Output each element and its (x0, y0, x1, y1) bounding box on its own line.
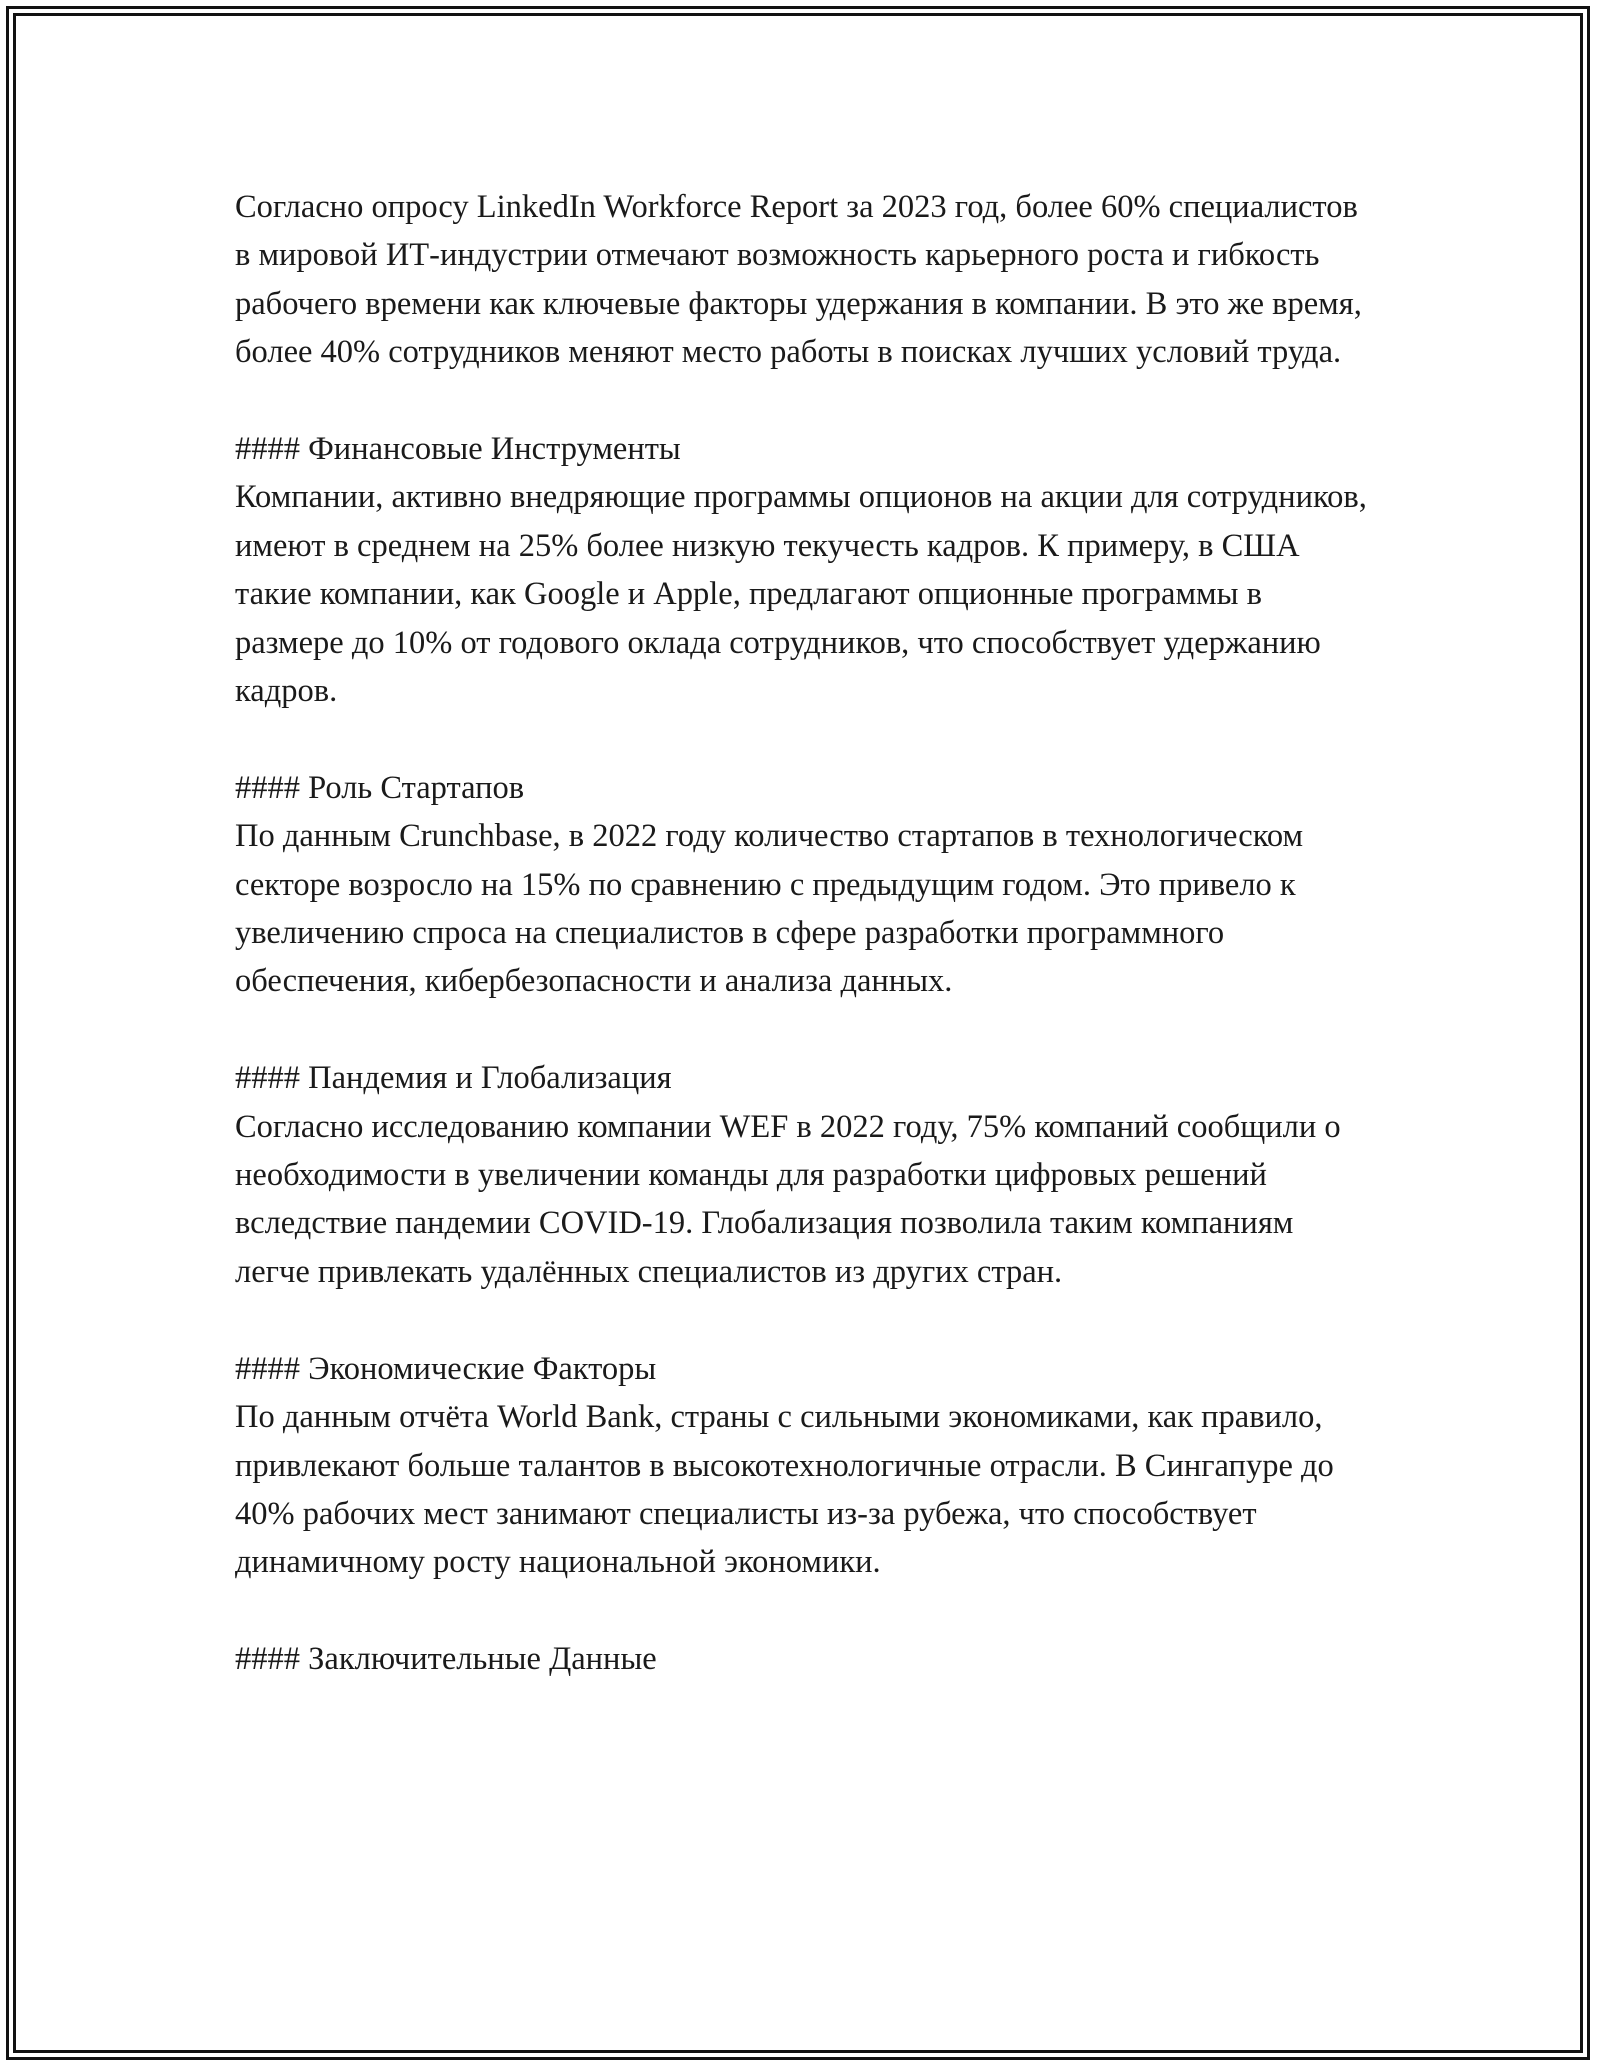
section-final-data (235, 1635, 1375, 1683)
intro-paragraph: Согласно опросу LinkedIn Workforce Report за 2023 год, более 60% специалистов в мировой ИТ-индустрии отмечают возможность карьерного роста и гибкость рабочего времени как ключевые факторы удержания в компании. В это же время, более 40% сотрудников меняют место работы в поисках лучших условий труда. (235, 189, 1362, 371)
section-body: По данным Crunchbase, в 2022 году количество стартапов в технологическом секторе возросло на 15% по сравнению с предыдущим годом. Это привело к увеличению спроса на специалистов в сфере разработки программного обеспечения, кибербезопасности и анализа данных. (235, 818, 1304, 1000)
section-heading: #### Экономические Факторы (235, 1350, 657, 1387)
section-economic-factors (235, 1345, 1375, 1587)
section-financial-instruments (235, 425, 1375, 715)
section-heading: #### Финансовые Инструменты (235, 431, 681, 468)
section-heading: #### Роль Стартапов (235, 769, 525, 806)
section-heading: #### Заключительные Данные (235, 1641, 657, 1678)
section-startups-role (235, 764, 1375, 1006)
section-body: Компании, активно внедряющие программы опционов на акции для сотрудников, имеют в среднем на 25% более низкую текучесть кадров. К примеру, в США такие компании, как Google и Apple, предлагают опционные программы в размере до 10% от годового оклада сотрудников, что способствует удержанию кадров. (235, 479, 1367, 710)
intro-paragraph-block (235, 183, 1375, 377)
section-body: Согласно исследованию компании WEF в 2022 году, 75% компаний сообщили о необходимости в увеличении команды для разработки цифровых решений вследствие пандемии COVID-19. Глобализация позволила таким компаниям легче привлекать удалённых специалистов из других стран. (235, 1108, 1341, 1290)
section-heading: #### Пандемия и Глобализация (235, 1060, 672, 1097)
section-pandemic-globalization (235, 1054, 1375, 1296)
section-body: По данным отчёта World Bank, страны с сильными экономиками, как правило, привлекают больше талантов в высокотехнологичные отрасли. В Сингапуре до 40% рабочих мест занимают специалисты из-за рубежа, что способствует динамичному росту национальной экономики. (235, 1399, 1334, 1581)
document-body (235, 183, 1375, 1732)
